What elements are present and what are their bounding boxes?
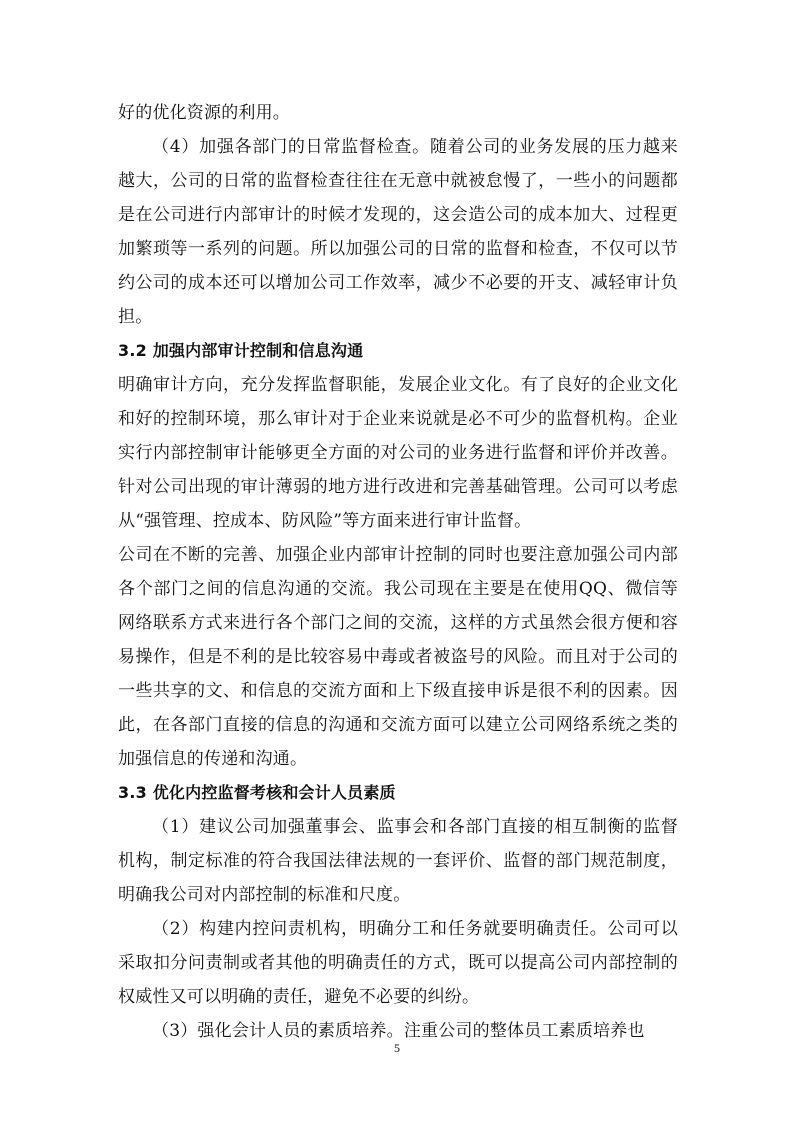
paragraph-3-3-item-1: （1）建议公司加强董事会、监事会和各部门直接的相互制衡的监督机构，制定标准的符合我国法律法规的一套评价、监督的部门规范制度，明确我公司对内部控制的标准和尺度。: [118, 817, 678, 905]
paragraph-continuation: 好的优化资源的利用。: [118, 103, 290, 123]
body-text: [118, 96, 678, 1048]
paragraph-item-4: （4）加强各部门的日常监督检查。随着公司的业务发展的压力越来越大，公司的日常的监督检查往往在无意中就被怠慢了，一些小的问题都是在公司进行内部审计的时候才发现的，这会造公司的成本加大、过程更加繁琐等一系列的问题。所以加强公司的日常的监督和检查，不仅可以节约公司的成本还可以增加公司工作效率，减少不必要的开支、减轻审计负担。: [118, 137, 678, 327]
paragraph-3-3-item-3: （3）强化会计人员的素质培养。注重公司的整体员工素质培养也: [152, 1021, 645, 1041]
page-number: 5: [394, 1041, 400, 1055]
section-heading-3-2: 3.2 加强内部审计控制和信息沟通: [118, 341, 364, 360]
paragraph-3-3-item-2: （2）构建内控问责机构，明确分工和任务就要明确责任。公司可以采取扣分问责制或者其他的明确责任的方式，既可以提高公司内部控制的权威性又可以明确的责任，避免不必要的纠纷。: [118, 919, 678, 1007]
section-heading-3-3: 3.3 优化内控监督考核和会计人员素质: [118, 783, 396, 802]
paragraph-3-2-b: 公司在不断的完善、加强企业内部审计控制的同时也要注意加强公司内部各个部门之间的信息沟通的交流。我公司现在主要是在使用QQ、微信等网络联系方式来进行各个部门之间的交流，这样的方式虽然会很方便和容易操作，但是不利的是比较容易中毒或者被盗号的风险。而且对于公司的一些共享的文、和信息的交流方面和上下级直接申诉是很不利的因素。因此，在各部门直接的信息的沟通和交流方面可以建立公司网络系统之类的加强信息的传递和沟通。: [118, 545, 678, 769]
paragraph-3-2-a: 明确审计方向，充分发挥监督职能，发展企业文化。有了良好的企业文化和好的控制环境，那么审计对于企业来说就是必不可少的监督机构。企业实行内部控制审计能够更全方面的对公司的业务进行监督和评价并改善。针对公司出现的审计薄弱的地方进行改进和完善基础管理。公司可以考虑从“强管理、控成本、防风险”等方面来进行审计监督。: [118, 375, 678, 531]
